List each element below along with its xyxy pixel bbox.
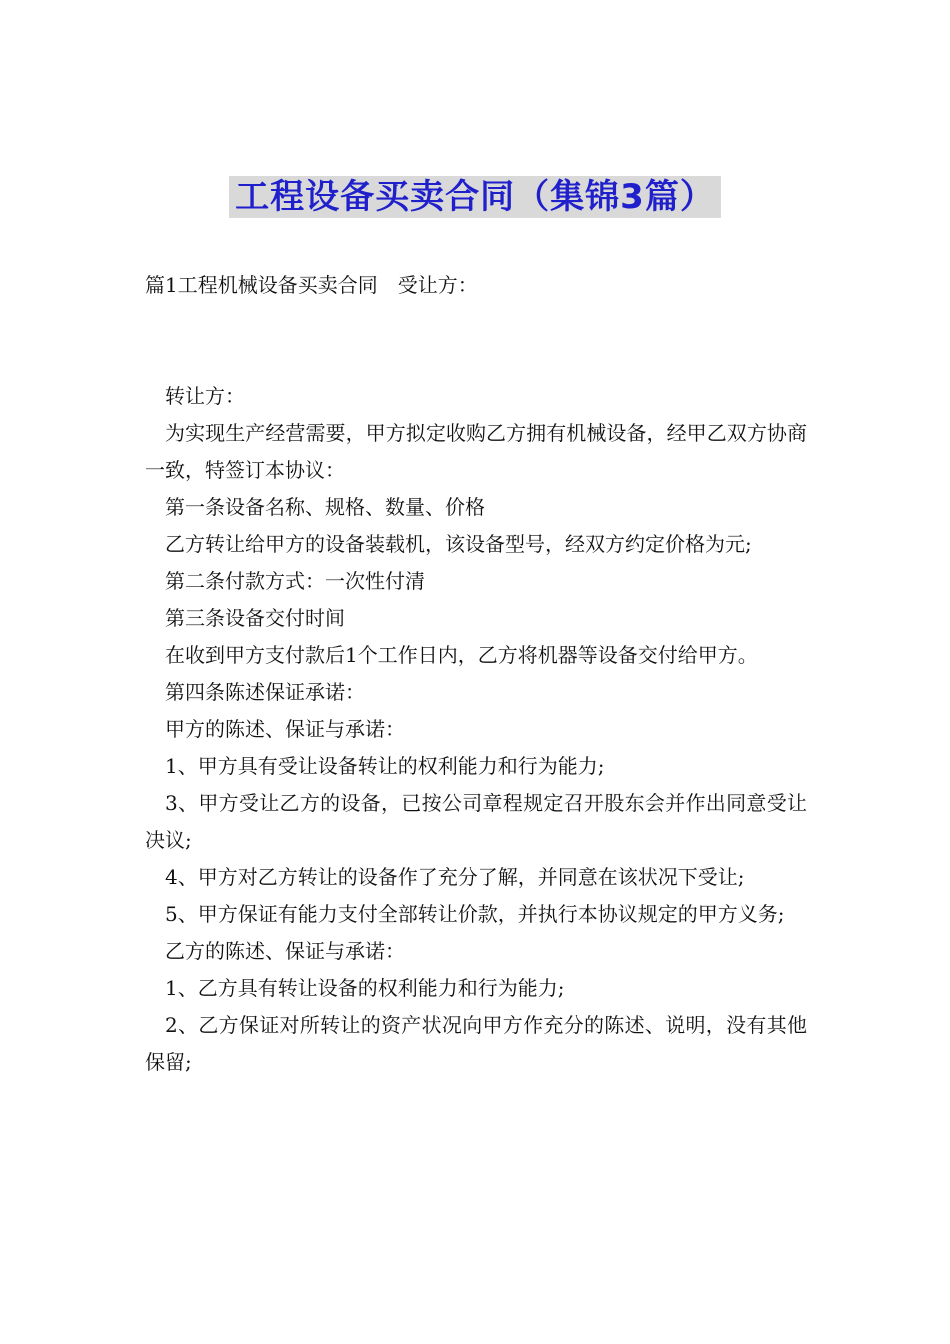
party-a-item-1: 1、甲方具有受让设备转让的权利能力和行为能力; [165, 754, 605, 778]
party-a-item-5: 5、甲方保证有能力支付全部转让价款，并执行本协议规定的甲方义务; [165, 902, 785, 926]
party-a-item-4: 4、甲方对乙方转让的设备作了充分了解，并同意在该状况下受让; [165, 865, 745, 889]
party-b-heading: 乙方的陈述、保证与承诺： [165, 939, 405, 963]
party-a-item-3: 3、甲方受让乙方的设备，已按公司章程规定召开股东会并作出同意受让决议; [145, 791, 807, 852]
article-one-heading: 第一条设备名称、规格、数量、价格 [165, 495, 485, 519]
article-three-heading: 第三条设备交付时间 [165, 606, 345, 630]
document-title: 工程设备买卖合同（集锦3篇） [229, 176, 721, 218]
article-four-heading: 第四条陈述保证承诺： [165, 680, 365, 704]
article-two-heading: 第二条付款方式：一次性付清 [165, 569, 425, 593]
party-b-item-2: 2、乙方保证对所转让的资产状况向甲方作充分的陈述、说明，没有其他保留; [145, 1013, 807, 1074]
title-container [0, 176, 950, 218]
paragraph-equipment: 乙方转让给甲方的设备装载机，该设备型号，经双方约定价格为元; [165, 532, 752, 556]
paragraph-delivery: 在收到甲方支付款后1个工作日内，乙方将机器等设备交付给甲方。 [165, 643, 758, 667]
party-a-heading: 甲方的陈述、保证与承诺： [165, 717, 405, 741]
paragraph-transferor: 转让方： [165, 384, 245, 408]
document-body [145, 378, 807, 1081]
section-heading: 篇1工程机械设备买卖合同 受让方： [145, 273, 478, 297]
party-b-item-1: 1、乙方具有转让设备的权利能力和行为能力; [165, 976, 565, 1000]
paragraph-purpose: 为实现生产经营需要，甲方拟定收购乙方拥有机械设备，经甲乙双方协商一致，特签订本协议： [145, 421, 807, 482]
